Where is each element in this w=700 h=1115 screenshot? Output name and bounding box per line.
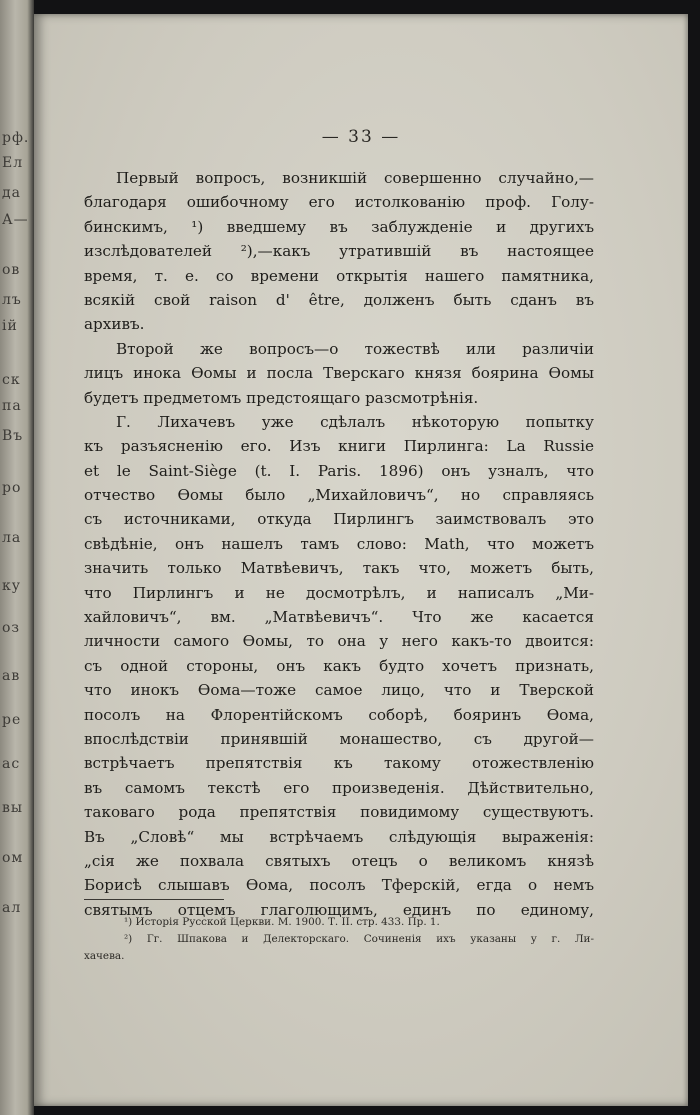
text-line: благодаря ошибочному его истолкованію проф. Голу- [84, 193, 594, 212]
text-line: отчество Ѳомы было „Михайловичъ“, но справляясь [84, 486, 594, 505]
adjacent-fragment: ій [2, 318, 18, 334]
text-line: съ источниками, откуда Пирлингъ заимствовалъ это [84, 510, 594, 529]
text-line: лицъ инока Ѳомы и посла Тверскаго князя боярина Ѳомы [84, 364, 594, 383]
adjacent-fragment: рф. [2, 130, 30, 146]
text-line: святымъ отцемъ глаголющимъ, единъ по единому, [84, 900, 594, 919]
adjacent-fragment: ал [2, 900, 22, 916]
text-line: Г. Лихачевъ уже сдѣлалъ нѣкоторую попытку [116, 412, 594, 431]
text-line: Въ „Словѣ“ мы встрѣчаемъ слѣдующія выраженія: [84, 827, 594, 846]
adjacent-fragment: ов [2, 262, 21, 278]
text-line: Борисѣ слышавъ Ѳома, посолъ Тферскій, егда о немъ [84, 876, 594, 895]
footnote: ²) Гг. Шпакова и Делекторскаго. Сочиненія ихъ указаны у г. Ли- [124, 933, 594, 945]
text-line: будетъ предметомъ предстоящаго разсмотрѣнія. [84, 388, 479, 407]
text-line: хайловичъ“, вм. „Матвѣевичъ“. Что же касается [84, 608, 594, 627]
adjacent-fragment: ск [2, 372, 21, 388]
text-line: архивъ. [84, 315, 145, 334]
text-line: личности самого Ѳомы, то она у него какъ-то двоится: [84, 632, 594, 651]
text-line: съ одной стороны, онъ какъ будто хочетъ признать, [84, 656, 594, 675]
footnote: ¹) Исторія Русской Церкви. М. 1900. Т. II. стр. 433. Пр. 1. [124, 916, 440, 928]
text-line: изслѣдователей ²),—какъ утратившій въ настоящее [84, 242, 594, 261]
adjacent-fragment: ро [2, 480, 22, 496]
adjacent-fragment: вы [2, 800, 24, 816]
adjacent-fragment: Въ [2, 428, 24, 444]
text-line: бинскимъ, ¹) введшему въ заблужденіе и другихъ [84, 217, 594, 236]
page-number: — 33 — [321, 127, 401, 147]
adjacent-fragment: ав [2, 668, 21, 684]
adjacent-fragment: ас [2, 756, 21, 772]
adjacent-page-text [2, 0, 34, 1115]
text-line: посолъ на Флорентійскомъ соборѣ, бояринъ Ѳома, [84, 705, 594, 724]
body-text [84, 166, 594, 922]
adjacent-fragment: Ел [2, 155, 24, 171]
text-line: всякій свой raison d' être, долженъ быть сданъ въ [84, 290, 594, 309]
text-line: что Пирлингъ и не досмотрѣлъ, и написалъ „Ми- [84, 583, 594, 602]
book-page [34, 14, 688, 1106]
text-line: что инокъ Ѳома—тоже самое лицо, что и Тверской [84, 681, 594, 700]
text-line: „сія же похвала святыхъ отецъ о великомъ князѣ [84, 851, 594, 870]
adjacent-fragment: ре [2, 712, 22, 728]
adjacent-fragment: ом [2, 850, 24, 866]
footnote-continuation: хачева. [84, 950, 125, 962]
text-line: къ разъясненію его. Изъ книги Пирлинга: La Russie [84, 437, 594, 456]
adjacent-fragment: лъ [2, 292, 22, 308]
adjacent-fragment: А— [2, 212, 29, 228]
footnote-divider [84, 899, 224, 900]
text-line: впослѣдствіи принявшій монашество, съ другой— [84, 729, 594, 748]
text-line: Первый вопросъ, возникшій совершенно случайно,— [116, 169, 594, 187]
adjacent-fragment: оз [2, 620, 21, 636]
text-line: значить только Матвѣевичъ, такъ что, можетъ быть, [84, 559, 594, 578]
adjacent-page-edge [0, 0, 34, 1115]
text-line: Второй же вопросъ—о тожествѣ или различіи [116, 339, 594, 358]
adjacent-fragment: да [2, 185, 21, 201]
text-line: таковаго рода препятствія повидимому существуютъ. [84, 803, 594, 822]
text-line: время, т. е. со времени открытія нашего памятника, [84, 266, 594, 285]
text-line: et le Saint-Siège (t. I. Paris. 1896) онъ узналъ, что [84, 461, 594, 480]
text-line: свѣдѣніе, онъ нашелъ тамъ слово: Math, что можетъ [84, 534, 594, 553]
adjacent-fragment: ку [2, 578, 21, 594]
adjacent-fragment: ла [2, 530, 22, 546]
text-line: въ самомъ текстѣ его произведенія. Дѣйствительно, [84, 778, 594, 797]
text-line: встрѣчаетъ препятствія къ такому отожествленію [84, 754, 594, 773]
adjacent-fragment: па [2, 398, 22, 414]
footnotes [84, 914, 594, 965]
